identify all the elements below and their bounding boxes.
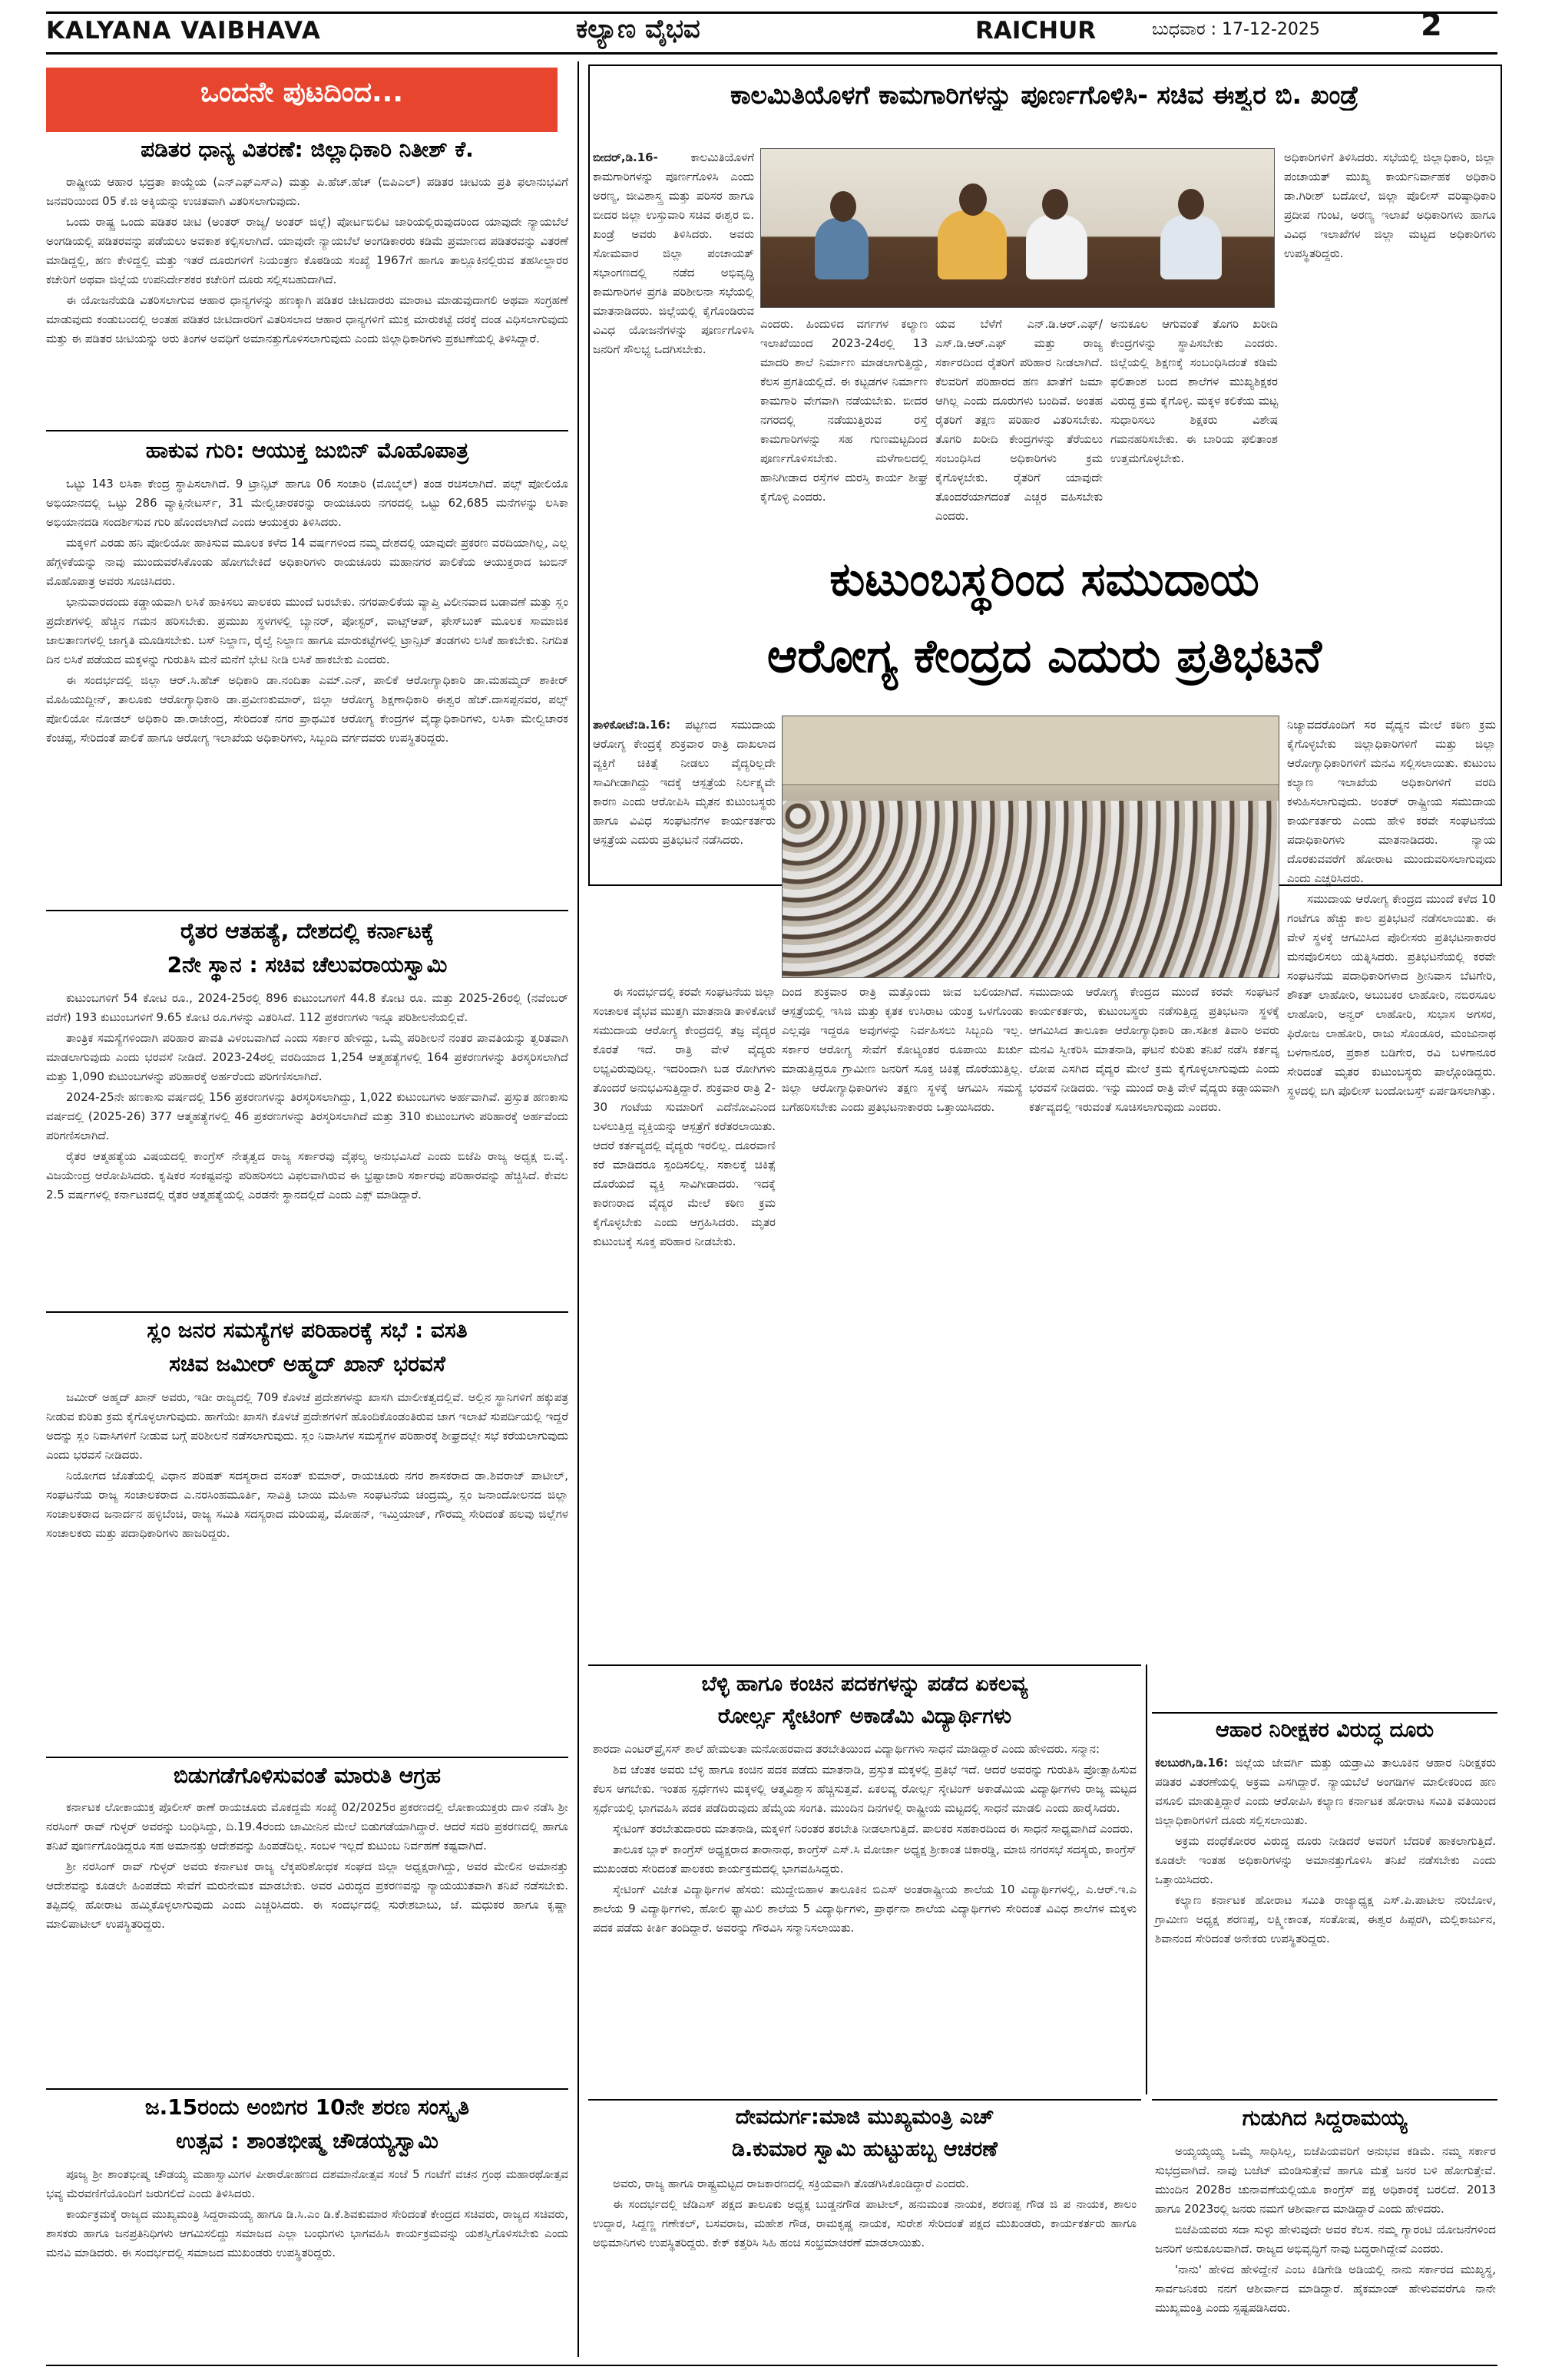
paragraph: ಜಮೀರ್ ಅಹ್ಮದ್ ಖಾನ್ ಅವರು, ಇಡೀ ರಾಜ್ಯದಲ್ಲಿ 709 ಕೊಳಚೆ ಪ್ರದೇಶಗಳನ್ನು ಖಾಸಗಿ ಮಾಲೀಕತ್ವದಲ್ಲಿವೆ. ಅಲ್ಲಿನ ಸ್ಥಾನಿಗಳಿಗೆ ಹಕ್ಕುಪತ್ರ ನೀಡುವ ಕುರಿತು ಕ್ರಮ ಕೈಗೊಳ್ಳಲಾಗುವುದು. ಹಾಗೆಯೇ ಖಾಸಗಿ ಕೊಳಚೆ ಪ್ರದೇಶಗಳಿಗೆ ಹೊಂದಿಕೊಂಡಂತಿರುವ ಜಾಗ ಇಲಾಖೆ ಸುಪರ್ದಿಯಲ್ಲಿ ಇದ್ದರೆ ಅದನ್ನು ಸ್ಲಂ ನಿವಾಸಿಗಳಿಗೆ ನೀಡುವ ಬಗ್ಗೆ ಪರಿಶೀಲನೆ ನಡೆಸಲಾಗುವುದು. ಸ್ಲಂ ನಿವಾಸಿಗಳ ಸಮಸ್ಯೆಗಳ ಪರಿಹಾರಕ್ಕೆ ಶೀಘ್ರದಲ್ಲೇ ಸಭೆ ಕರೆಯಲಾಗುವುದು ಎಂದು ಭರವಸೆ ನೀಡಿದರು. <box>46 1390 568 1462</box>
article-farmer-title-2: 2ನೇ ಸ್ಥಾನ : ಸಚಿವ ಚೆಲುವರಾಯಸ್ವಾಮಿ <box>167 952 448 977</box>
paragraph: ನಿಯೋಗದ ಜೊತೆಯಲ್ಲಿ ವಿಧಾನ ಪರಿಷತ್ ಸದಸ್ಯರಾದ ವಸಂತ್ ಕುಮಾರ್, ರಾಯಚೂರು ನಗರ ಶಾಸಕರಾದ ಡಾ.ಶಿವರಾಜ್ ಪಾಟೀಲ್, ಸಂಘಟನೆಯ ರಾಜ್ಯ ಸಂಚಾಲಕರಾದ ಎ.ನರಸಿಂಹಮೂರ್ತಿ, ಸಾವಿತ್ರಿ ಬಾಯಿ ಮಹಿಳಾ ಸಂಘಟನೆಯ ಚಂದ್ರಮ್ಮ, ಸ್ಲಂ ಜನಾಂದೋಲನದ ಜಿಲ್ಲಾ ಸಂಚಾಲಕರಾದ ಜನಾರ್ದನ ಹಳ್ಳಿಬೆಂಚಿ, ರಾಜ್ಯ ಸಮಿತಿ ಸದಸ್ಯರಾದ ಮರಿಯಪ್ಪ, ಮೋಹನ್, ಇಮ್ತಿಯಾಜ್, ಗೌರಮ್ಮ ಸೇರಿದಂತೆ ಹಲವು ಜಿಲ್ಲೆಗಳ ಸಂಚಾಲಕರು ಮತ್ತು ಪದಾಧಿಕಾರಿಗಳು ಹಾಜರಿದ್ದರು. <box>46 1469 568 1540</box>
paragraph <box>593 148 754 359</box>
paragraph: ಸ್ಕೇಟಿಂಗ್ ವಿಜೇತ ವಿದ್ಯಾರ್ಥಿಗಳ ಹೆಸರು: ಮುದ್ದೇಬಿಹಾಳ ತಾಲೂಕಿನ ಬಿಎಸ್ ಅಂತರಾಷ್ಟ್ರೀಯ ಶಾಲೆಯ 10 ವಿದ್ಯಾರ್ಥಿಗಳಲ್ಲಿ, ಎ.ಆರ್.ಇ.ಎ ಶಾಲೆಯ 9 ವಿದ್ಯಾರ್ಥಿಗಳು, ಹೋಲಿ ಫ್ಯಾಮಿಲಿ ಶಾಲೆಯ 5 ವಿದ್ಯಾರ್ಥಿಗಳು, ಪ್ರಾರ್ಥನಾ ಶಾಲೆಯ ವಿದ್ಯಾರ್ಥಿಗಳು ಸೇರಿದಂತೆ ವಿವಿಧ ಶಾಲೆಗಳ ಮಕ್ಕಳು ಪದಕ ಪಡೆದು ಕೀರ್ತಿ ತಂದಿದ್ದಾರೆ. ಅವರನ್ನು ಗೌರವಿಸಿ ಸನ್ಮಾನಿಸಲಾಯಿತು. <box>593 1883 1137 1935</box>
paragraph: ಅಕ್ರಮ ದಂಧೆಕೋರರ ವಿರುದ್ಧ ದೂರು ನೀಡಿದರೆ ಅವರಿಗೆ ಬೆದರಿಕೆ ಹಾಕಲಾಗುತ್ತಿದೆ. ಕೂಡಲೇ ಇಂತಹ ಅಧಿಕಾರಿಗಳನ್ನು ಅಮಾನತ್ತುಗೊಳಿಸಿ ತನಿಖೆ ನಡೆಸಬೇಕು ಎಂದು ಒತ್ತಾಯಿಸಿದರು. <box>1155 1834 1496 1886</box>
paragraph: ಈ ಸಂದರ್ಭದಲ್ಲಿ ಜೆಡಿಎಸ್ ಪಕ್ಷದ ತಾಲೂಕು ಅಧ್ಯಕ್ಷ ಬುಡ್ಡನಗೌಡ ಪಾಟೀಲ್, ಹನುಮಂತ ನಾಯಕ, ಶರಣಪ್ಪ ಗೌಡ ಜಿ ಪ ನಾಯಕ, ಶಾಲಂ ಉದ್ದಾರ, ಸಿದ್ದಣ್ಣ ಗಣೇಕಲ್, ಬಸವರಾಜ, ಮಹೇಶ ಗೌಡ, ರಾಮಕೃಷ್ಣ ನಾಯಕ, ಸುರೇಶ ಸೇರಿದಂತೆ ಪಕ್ಷದ ಮುಖಂಡರು, ಕಾರ್ಯಕರ್ತರು ಹಾಗೂ ಅಭಿಮಾನಿಗಳು ಉಪಸ್ಥಿತರಿದ್ದರು. ಕೇಕ್ ಕತ್ತರಿಸಿ ಸಿಹಿ ಹಂಚಿ ಸಂಭ್ರಮಾಚರಣೆ ಮಾಡಲಾಯಿತು. <box>593 2197 1137 2249</box>
top-story-col-1 <box>593 148 754 361</box>
divider <box>46 430 568 431</box>
paragraph: ಅಧಿಕಾರಿಗಳಿಗೆ ತಿಳಿಸಿದರು. ಸಭೆಯಲ್ಲಿ ಜಿಲ್ಲಾಧಿಕಾರಿ, ಜಿಲ್ಲಾ ಪಂಚಾಯತ್ ಮುಖ್ಯ ಕಾರ್ಯನಿರ್ವಾಹಕ ಅಧಿಕಾರಿ ಡಾ.ಗಿರೀಶ್ ಬದೋಲೆ, ಜಿಲ್ಲಾ ಪೊಲೀಸ್ ವರಿಷ್ಠಾಧಿಕಾರಿ ಪ್ರದೀಪ ಗುಂಟಿ, ಅರಣ್ಯ ಇಲಾಖೆ ಅಧಿಕಾರಿಗಳು ಹಾಗೂ ವಿವಿಧ ಇಲಾಖೆಗಳ ಜಿಲ್ಲಾ ಮಟ್ಟದ ಅಧಿಕಾರಿಗಳು ಉಪಸ್ಥಿತರಿದ್ದರು. <box>1284 150 1496 260</box>
person-head <box>1178 189 1204 220</box>
person-figure <box>815 218 869 279</box>
paragraph: ಬಿಜೆಪಿಯವರು ಸದಾ ಸುಳ್ಳು ಹೇಳುವುದೇ ಅವರ ಕೆಲಸ. ನಮ್ಮ ಗ್ಯಾರಂಟಿ ಯೋಜನೆಗಳಿಂದ ಜನರಿಗೆ ಅನುಕೂಲವಾಗಿದೆ. ರಾಜ್ಯದ ಅಭಿವೃದ್ಧಿಗೆ ನಾವು ಬದ್ಧರಾಗಿದ್ದೇವೆ ಎಂದರು. <box>1155 2223 1496 2256</box>
paragraph: ಈ ಸಂದರ್ಭದಲ್ಲಿ ಜಿಲ್ಲಾ ಆರ್.ಸಿ.ಹೆಚ್ ಅಧಿಕಾರಿ ಡಾ.ನಂದಿತಾ ಎಮ್.ಎನ್, ಪಾಲಿಕೆ ಆರೋಗ್ಯಾಧಿಕಾರಿ ಡಾ.ಮಹಮ್ಮದ್ ಶಾಕೀರ್ ಮೊಹಿಯುದ್ದೀನ್, ತಾಲೂಕು ಆರೋಗ್ಯಾಧಿಕಾರಿ ಡಾ.ಪ್ರವೀಣಕುಮಾರ್, ಜಿಲ್ಲಾ ಆರೋಗ್ಯ ಶಿಕ್ಷಣಾಧಿಕಾರಿ ಈಶ್ವರ ಹೆಚ್.ದಾಸಪ್ಪನವರ, ಪಲ್ಸ್ ಪೋಲಿಯೋ ನೋಡಲ್ ಅಧಿಕಾರಿ ಡಾ.ರಾಜೇಂದ್ರ, ಸೇರಿದಂತೆ ನಗರ ಪ್ರಾಥಮಿಕ ಆರೋಗ್ಯ ಕೇಂದ್ರಗಳ ವೈದ್ಯಾಧಿಕಾರಿಗಳು, ಲಸಿಕಾ ಮೇಲ್ವಿಚಾರಕ ಕೆಂಚಪ್ಪ, ಸೇರಿದಂತೆ ಪಾಲಿಕೆ ಹಾಗೂ ಆರೋಗ್ಯ ಇಲಾಖೆಯ ಅಧಿಕಾರಿಗಳು, ಸಿಬ್ಬಂದಿ ವರ್ಗದವರು ಉಪಸ್ಥಿತರಿದ್ದರು. <box>46 673 568 745</box>
paragraph: ಭಾನುವಾರದಂದು ಕಡ್ಡಾಯವಾಗಿ ಲಸಿಕೆ ಹಾಕಿಸಲು ಪಾಲಕರು ಮುಂದೆ ಬರಬೇಕು. ನಗರಪಾಲಿಕೆಯ ವ್ಯಾಪ್ತಿ ವಿಲೀನವಾದ ಬಡಾವಣೆ ಮತ್ತು ಸ್ಲಂ ಪ್ರದೇಶಗಳಲ್ಲಿ ಹೆಚ್ಚಿನ ಗಮನ ಹರಿಸಬೇಕು. ಪ್ರಮುಖ ಸ್ಥಳಗಳಲ್ಲಿ ಬ್ಯಾನರ್, ಪೋಸ್ಟರ್, ವಾಟ್ಸ್‌ಆಪ್, ಫೇಸ್‌ಬುಕ್ ಮೂಲಕ ಸಾಮಾಜಿಕ ಜಾಲತಾಣಗಳಲ್ಲಿ ಜಾಗೃತಿ ಮೂಡಿಸಬೇಕು. ಬಸ್ ನಿಲ್ದಾಣ, ರೈಲ್ವೆ ನಿಲ್ದಾಣ ಹಾಗೂ ಮಾರುಕಟ್ಟೆಗಳಲ್ಲಿ ಟ್ರಾನ್ಸಿಟ್ ತಂಡಗಳು ಲಸಿಕೆ ಹಾಕಬೇಕು. ನಿಗದಿತ ದಿನ ಲಸಿಕೆ ಪಡೆಯದ ಮಕ್ಕಳನ್ನು ಗುರುತಿಸಿ ಮನೆ ಮನೆಗೆ ಭೇಟಿ ನೀಡಿ ಲಸಿಕೆ ಹಾಕಬೇಕು ಎಂದರು. <box>46 595 568 666</box>
paragraph: ದಿಂದ ಶುಕ್ರವಾರ ರಾತ್ರಿ ಮತ್ತೊಂದು ಜೀವ ಬಲಿಯಾಗಿದೆ. ಆಸ್ಪತ್ರೆಯಲ್ಲಿ ಇಸಿಜಿ ಮತ್ತು ಕೃತಕ ಉಸಿರಾಟ ಯಂತ್ರ ಒಳಗೊಂಡು ಎಲ್ಲವೂ ಇದ್ದರೂ ಅವುಗಳನ್ನು ನಿರ್ವಹಿಸಲು ಸಿಬ್ಬಂದಿ ಇಲ್ಲ. ಸರ್ಕಾರ ಆರೋಗ್ಯ ಸೇವೆಗೆ ಕೋಟ್ಯಂತರ ರೂಪಾಯಿ ಖರ್ಚು ಮಾಡುತ್ತಿದ್ದರೂ ಗ್ರಾಮೀಣ ಜನರಿಗೆ ಸೂಕ್ತ ಚಿಕಿತ್ಸೆ ದೊರೆಯುತ್ತಿಲ್ಲ. ಜಿಲ್ಲಾ ಆರೋಗ್ಯಾಧಿಕಾರಿಗಳು ತಕ್ಷಣ ಸ್ಥಳಕ್ಕೆ ಆಗಮಿಸಿ ಸಮಸ್ಯೆ ಬಗೆಹರಿಸಬೇಕು ಎಂದು ಪ್ರತಿಭಟನಾಕಾರರು ಒತ್ತಾಯಿಸಿದರು. <box>782 985 1023 1114</box>
article-release-body <box>46 1798 568 1935</box>
divider <box>588 2099 1141 2101</box>
top-story-col-3 <box>935 315 1103 527</box>
food-inspector-headline: ಆಹಾರ ನಿರೀಕ್ಷಕರ ವಿರುದ್ಧ ದೂರು <box>1215 1718 1434 1742</box>
paragraph: ಸಮುದಾಯ ಆರೋಗ್ಯ ಕೇಂದ್ರದ ಮುಂದೆ ಕಳೆದ 10 ಗಂಟೆಗೂ ಹೆಚ್ಚು ಕಾಲ ಪ್ರತಿಭಟನೆ ನಡೆಸಲಾಯಿತು. ಈ ವೇಳೆ ಸ್ಥಳಕ್ಕೆ ಆಗಮಿಸಿದ ಪೊಲೀಸರು ಪ್ರತಿಭಟನಾಕಾರರ ಮನವೊಲಿಸಲು ಯತ್ನಿಸಿದರು. ಪ್ರತಿಭಟನೆಯಲ್ಲಿ ಕರವೇ ಸಂಘಟನೆಯ ಪದಾಧಿಕಾರಿಗಳಾದ ಶ್ರೀನಿವಾಸ ಬೆಟಗೇರಿ, ಶೌಕತ್ ಲಾಹೋರಿ, ಅಬುಬಕರ ಲಾಹೋರಿ, ನಬಿರಸೂಲ ಲಾಹೋರಿ, ಅನ್ವರ್ ಲಾಹೋರಿ, ಸುಭಾಸ ಅಗಸರ, ಫಿರೋಜ ಲಾಹೋರಿ, ರಾಜು ಸೊಂಡೂರ, ಮಂಜುನಾಥ ಬಳಗಾನೂರ, ಪ್ರಕಾಶ ಬಡಿಗೇರ, ರವಿ ಬಳಗಾನೂರ ಸೇರಿದಂತೆ ಮೃತರ ಕುಟುಂಬಸ್ಥರು ಪಾಲ್ಗೊಂಡಿದ್ದರು. ಸ್ಥಳದಲ್ಲಿ ಬಿಗಿ ಪೊಲೀಸ್ ಬಂದೋಬಸ್ತ್ ಏರ್ಪಡಿಸಲಾಗಿತ್ತು. <box>1287 892 1496 1098</box>
page-number: 2 <box>1421 8 1442 43</box>
top-story-col-2 <box>760 315 928 508</box>
siddaramaiah-body <box>1155 2142 1496 2319</box>
masthead-city: RAICHUR <box>975 17 1097 45</box>
article-farmer-body <box>46 989 568 1206</box>
article-ambiga-title-2: ಉತ್ಸವ : ಶಾಂತಭೀಷ್ಮ ಚೌಡಯ್ಯಸ್ವಾಮಿ <box>176 2128 438 2154</box>
paragraph: ಸ್ಕೇಟಿಂಗ್ ತರಬೇತುದಾರರು ಮಾತನಾಡಿ, ಮಕ್ಕಳಿಗೆ ನಿರಂತರ ತರಬೇತಿ ನೀಡಲಾಗುತ್ತಿದೆ. ಪಾಲಕರ ಸಹಕಾರದಿಂದ ಈ ಸಾಧನೆ ಸಾಧ್ಯವಾಗಿದೆ ಎಂದರು. <box>613 1822 1133 1836</box>
protest-col-3 <box>1287 716 1496 1102</box>
paragraph: ಸಮುದಾಯ ಆರೋಗ್ಯ ಕೇಂದ್ರದ ಮುಂದೆ ಕರವೇ ಸಂಘಟನೆ ಕಾರ್ಯಕರ್ತರು, ಕುಟುಂಬಸ್ಥರು ನಡೆಸುತ್ತಿದ್ದ ಪ್ರತಿಭಟನಾ ಸ್ಥಳಕ್ಕೆ ಆಗಮಿಸಿದ ತಾಲೂಕಾ ಆರೋಗ್ಯಾಧಿಕಾರಿ ಡಾ.ಸತೀಶ ತಿವಾರಿ ಅವರು ಮನವಿ ಸ್ವೀಕರಿಸಿ ಮಾತನಾಡಿ, ಘಟನೆ ಕುರಿತು ತನಿಖೆ ನಡೆಸಿ ಕರ್ತವ್ಯ ಲೋಪ ಎಸಗಿದ ವೈದ್ಯರ ಮೇಲೆ ಕ್ರಮ ಕೈಗೊಳ್ಳಲಾಗುವುದು ಎಂದು ಭರವಸೆ ನೀಡಿದರು. ಇನ್ನು ಮುಂದೆ ರಾತ್ರಿ ವೇಳೆ ವೈದ್ಯರು ಕಡ್ಡಾಯವಾಗಿ ಕರ್ತವ್ಯದಲ್ಲಿ ಇರುವಂತೆ ಸೂಚಿಸಲಾಗುವುದು ಎಂದರು. <box>1029 985 1279 1114</box>
article-release-title: ಬಿಡುಗಡೆಗೊಳಿಸುವಂತೆ ಮಾರುತಿ ಆಗ್ರಹ <box>174 1763 441 1788</box>
skating-headline-2: ರೋರ್ಲ್ಸ ಸ್ಕೇಟಿಂಗ್ ಅಕಾಡೆಮಿ ವಿದ್ಯಾರ್ಥಿಗಳು <box>717 1704 1012 1728</box>
paragraph: ತಾಂತ್ರಿಕ ಸಮಸ್ಯೆಗಳಿಂದಾಗಿ ಪರಿಹಾರ ಪಾವತಿ ವಿಳಂಬವಾಗಿದೆ ಎಂದು ಸರ್ಕಾರ ಹೇಳಿದ್ದು, ಒಮ್ಮೆ ಪರಿಶೀಲನೆ ನಂತರ ಪಾವತಿಯನ್ನು ತ್ವರಿತವಾಗಿ ಮಾಡಲಾಗುವುದು ಎಂದು ಭರವಸೆ ನೀಡಿದೆ. 2023-24ರಲ್ಲಿ ವರದಿಯಾದ 1,254 ಆತ್ಮಹತ್ಯೆಗಳಲ್ಲಿ 164 ಪ್ರಕರಣಗಳನ್ನು ತಿರಸ್ಕರಿಸಲಾಗಿದೆ ಮತ್ತು 1,090 ಕುಟುಂಬಗಳನ್ನು ಪರಿಹಾರಕ್ಕೆ ಅರ್ಹರೆಂದು ಪರಿಗಣಿಸಲಾಗಿದೆ. <box>46 1031 568 1083</box>
paragraph: ಯವ ಬೆಳೆಗೆ ಎನ್.ಡಿ.ಆರ್.ಎಫ್/ಎಸ್.ಡಿ.ಆರ್.ಎಫ್ ಮತ್ತು ರಾಜ್ಯ ಸರ್ಕಾರದಿಂದ ರೈತರಿಗೆ ಪರಿಹಾರ ನೀಡಲಾಗಿದೆ. ಕೆಲವರಿಗೆ ಪರಿಹಾರದ ಹಣ ಖಾತೆಗೆ ಜಮಾ ಆಗಿಲ್ಲ ಎಂದು ದೂರುಗಳು ಬಂದಿವೆ. ಅಂತಹ ರೈತರಿಗೆ ತಕ್ಷಣ ಪರಿಹಾರ ವಿತರಿಸಬೇಕು. ತೊಗರಿ ಖರೀದಿ ಕೇಂದ್ರಗಳನ್ನು ತೆರೆಯಲು ಸಂಬಂಧಿಸಿದ ಅಧಿಕಾರಿಗಳು ಕ್ರಮ ಕೈಗೊಳ್ಳಬೇಕು. ರೈತರಿಗೆ ಯಾವುದೇ ತೊಂದರೆಯಾಗದಂತೆ ಎಚ್ಚರ ವಹಿಸಬೇಕು ಎಂದರು. <box>935 317 1103 523</box>
protest-col-1b <box>593 983 776 1253</box>
paragraph <box>1155 1754 1496 1830</box>
hdk-headline-1: ದೇವದುರ್ಗ:ಮಾಜಿ ಮುಖ್ಯಮಂತ್ರಿ ಎಚ್ <box>735 2105 994 2129</box>
paragraph: ಅನುಕೂಲ ಆಗುವಂತೆ ತೊಗರಿ ಖರೀದಿ ಕೇಂದ್ರಗಳನ್ನು ಸ್ಥಾಪಿಸಬೇಕು ಎಂದರು. ಜಿಲ್ಲೆಯಲ್ಲಿ ಶಿಕ್ಷಣಕ್ಕೆ ಸಂಬಂಧಿಸಿದಂತೆ ಕಡಿಮೆ ಫಲಿತಾಂಶ ಬಂದ ಶಾಲೆಗಳ ಮುಖ್ಯಶಿಕ್ಷಕರ ವಿರುದ್ಧ ಕ್ರಮ ಕೈಗೊಳ್ಳಿ. ಮಕ್ಕಳ ಕಲಿಕೆಯ ಮಟ್ಟ ಸುಧಾರಿಸಲು ಶಿಕ್ಷಕರು ವಿಶೇಷ ಗಮನಹರಿಸಬೇಕು. ಈ ಬಾರಿಯ ಫಲಿತಾಂಶ ಉತ್ತಮಗೊಳ್ಳಬೇಕು. <box>1110 317 1278 465</box>
paragraph <box>593 716 776 850</box>
paragraph-text: ಕಾಲಮಿತಿಯೊಳಗೆ ಕಾಮಗಾರಿಗಳನ್ನು ಪೂರ್ಣಗೊಳಿಸಿ ಎಂದು ಅರಣ್ಯ, ಜೀವಿಶಾಸ್ತ್ರ ಮತ್ತು ಪರಿಸರ ಹಾಗೂ ಬೀದರ ಜಿಲ್ಲಾ ಉಸ್ತುವಾರಿ ಸಚಿವ ಈಶ್ವರ ಬಿ. ಖಂಡ್ರೆ ಅವರು ತಿಳಿಸಿದರು. ಅವರು ಸೋಮವಾರ ಜಿಲ್ಲಾ ಪಂಚಾಯತ್ ಸಭಾಂಗಣದಲ್ಲಿ ನಡೆದ ಅಭಿವೃದ್ಧಿ ಕಾಮಗಾರಿಗಳ ಪ್ರಗತಿ ಪರಿಶೀಲನಾ ಸಭೆಯಲ್ಲಿ ಮಾತನಾಡಿದರು. ಜಿಲ್ಲೆಯಲ್ಲಿ ಕೈಗೊಂಡಿರುವ ವಿವಿಧ ಯೋಜನೆಗಳನ್ನು ಪೂರ್ಣಗೊಳಿಸಿ ಜನರಿಗೆ ಸೌಲಭ್ಯ ಒದಗಿಸಬೇಕು. <box>593 150 754 356</box>
person-figure <box>938 210 1007 279</box>
divider <box>1152 1712 1497 1714</box>
paragraph: ಈ ಯೋಜನೆಯಡಿ ವಿತರಿಸಲಾಗುವ ಆಹಾರ ಧಾನ್ಯಗಳನ್ನು ಹಣಕ್ಕಾಗಿ ಪಡಿತರ ಚೀಟಿದಾರರು ಮಾರಾಟ ಮಾಡುವುದಾಗಲಿ ಅಥವಾ ಸಂಗ್ರಹಣೆ ಮಾಡುವುದು ಕಂಡುಬಂದಲ್ಲಿ ಅಂತಹ ಪಡಿತರ ಚೀಟಿದಾರರಿಗೆ ವಿತರಿಸಲಾದ ಆಹಾರ ಧಾನ್ಯಗಳಿಗೆ ಮುಕ್ತ ಮಾರುಕಟ್ಟೆ ದರಕ್ಕೆ ದಂಡ ವಿಧಿಸಲಾಗುವುದು ಮತ್ತು ಈ ಪಡಿತರ ಚೀಟಿಯನ್ನು ಅರು ತಿಂಗಳ ಅವಧಿಗೆ ಅಮಾನತ್ತುಗೊಳಿಸಲಾಗುವುದು ಎಂದು ಜಿಲ್ಲಾಧಿಕಾರಿಗಳು ಪ್ರಕಟಣೆಯಲ್ಲಿ ತಿಳಿಸಿದ್ದಾರೆ. <box>46 293 568 345</box>
page-bottom-rule <box>46 2365 1497 2366</box>
masthead-name-kn: ಕಲ್ಯಾಣ ವೈಭವ <box>576 14 700 45</box>
paragraph: ಕಾರ್ಯಕ್ರಮಕ್ಕೆ ರಾಜ್ಯದ ಮುಖ್ಯಮಂತ್ರಿ ಸಿದ್ದರಾಮಯ್ಯ ಹಾಗೂ ಡಿ.ಸಿ.ಎಂ ಡಿ.ಕೆ.ಶಿವಕುಮಾರ ಸೇರಿದಂತೆ ಕೇಂದ್ರದ ಸಚಿವರು, ರಾಜ್ಯದ ಸಚಿವರು, ಶಾಸಕರು ಹಾಗೂ ಜನಪ್ರತಿನಿಧಿಗಳು ಆಗಮಿಸಲಿದ್ದು ಸಮಾಜದ ಎಲ್ಲಾ ಬಂಧುಗಳು ಭಾಗವಹಿಸಿ ಕಾರ್ಯಕ್ರಮವನ್ನು ಯಶಸ್ವಿಗೊಳಿಸಬೇಕು ಎಂದು ಮನವಿ ಮಾಡಿದರು. ಈ ಸಂದರ್ಭದಲ್ಲಿ ಸಮಾಜದ ಮುಖಂಡರು ಉಪಸ್ಥಿತರಿದ್ದರು. <box>46 2207 568 2259</box>
top-story-photo <box>760 148 1275 308</box>
paragraph: ಪೂಜ್ಯ ಶ್ರೀ ಶಾಂತಭೀಷ್ಮ ಚೌಡಯ್ಯ ಮಹಾಸ್ವಾಮಿಗಳ ಪೀಠಾರೋಹಣದ ದಶಮಾನೋತ್ಸವ ಸಂಜೆ 5 ಗಂಟೆಗೆ ವಚನ ಗ್ರಂಥ ಮಹಾರಥೋತ್ಸವ ಭವ್ಯ ಮೆರವಣಿಗೆಯೊಂದಿಗೆ ಜರುಗಲಿದೆ ಎಂದು ತಿಳಿಸಿದರು. <box>46 2167 568 2200</box>
paragraph-text: ಜಿಲ್ಲೆಯ ಜೇವರ್ಗಿ ಮತ್ತು ಯಡ್ರಾಮಿ ತಾಲೂಕಿನ ಆಹಾರ ನಿರೀಕ್ಷಕರು ಪಡಿತರ ವಿತರಣೆಯಲ್ಲಿ ಅಕ್ರಮ ಎಸಗಿದ್ದಾರೆ. ನ್ಯಾಯಬೆಲೆ ಅಂಗಡಿಗಳ ಮಾಲೀಕರಿಂದ ಹಣ ವಸೂಲಿ ಮಾಡುತ್ತಿದ್ದಾರೆ ಎಂದು ಆರೋಪಿಸಿ ಕಲ್ಯಾಣ ಕರ್ನಾಟಕ ಹೋರಾಟ ಸಮಿತಿ ವತಿಯಿಂದ ಜಿಲ್ಲಾಧಿಕಾರಿಗಳಿಗೆ ದೂರು ಸಲ್ಲಿಸಲಾಯಿತು. <box>1155 1756 1496 1827</box>
masthead-name-en: KALYANA VAIBHAVA <box>46 17 321 45</box>
skating-headline-1: ಬೆಳ್ಳಿ ಹಾಗೂ ಕಂಚಿನ ಪದಕಗಳನ್ನು ಪಡೆದ ಏಕಲವ್ಯ <box>701 1672 1028 1696</box>
person-head <box>959 183 987 216</box>
siddaramaiah-headline: ಗುಡುಗಿದ ಸಿದ್ದರಾಮಯ್ಯ <box>1242 2105 1408 2130</box>
dateline: ತಾಳಿಕೋಟೆ:ಡಿ.16: <box>593 718 671 732</box>
person-figure <box>1026 215 1087 279</box>
article-ration-body <box>46 173 568 350</box>
paragraph: ಮಕ್ಕಳಿಗೆ ಎರಡು ಹನಿ ಪೋಲಿಯೋ ಹಾಕಿಸುವ ಮೂಲಕ ಕಳೆದ 14 ವರ್ಷಗಳಿಂದ ನಮ್ಮ ದೇಶದಲ್ಲಿ ಯಾವುದೇ ಪ್ರಕರಣ ವರದಿಯಾಗಿಲ್ಲ, ಎಲ್ಲ ಹೆಗ್ಗಳಿಕೆಯನ್ನು ನಾವು ಮುಂದುವರೆಸಿಕೊಂಡು ಹೋಗಬೇಕಿದೆ ಅಧಿಕಾರಿಗಳು ರಾಯಚೂರು ಮಹಾನಗರ ಪಾಲಿಕೆಯ ಆಯುಕ್ತರಾದ ಜುಬಿನ್ ಮೊಹೊಪಾತ್ರ ಅವರು ಸೂಚಿಸಿದರು. <box>46 536 568 588</box>
protest-headline-1: ಕುಟುಂಬಸ್ಥರಿಂದ ಸಮುದಾಯ <box>829 553 1259 607</box>
article-polio-title: ಹಾಕುವ ಗುರಿ: ಆಯುಕ್ತ ಜುಬಿನ್ ಮೊಹೊಪಾತ್ರ <box>145 438 469 463</box>
article-polio-body <box>46 474 568 749</box>
food-inspector-body <box>1155 1754 1496 1950</box>
divider <box>46 1757 568 1758</box>
paragraph: ತಾಲೂಕ ಬ್ಲಾಕ್ ಕಾಂಗ್ರೆಸ್ ಅಧ್ಯಕ್ಷರಾದ ತಾರಾನಾಥ, ಕಾಂಗ್ರೆಸ್ ಎಸ್.ಸಿ ಮೋರ್ಚಾ ಅಧ್ಯಕ್ಷ ಶ್ರೀಕಾಂತ ಚಿಕಾರಡ್ಡಿ, ಮಾಜಿ ನಗರಸಭೆ ಸದಸ್ಯರು, ಕಾಂಗ್ರೆಸ್ ಮುಖಂಡರು ಸೇರಿದಂತೆ ಪಾಲಕರು ಕಾರ್ಯಕ್ರಮದಲ್ಲಿ ಭಾಗವಹಿಸಿದ್ದರು. <box>593 1843 1137 1876</box>
dateline: ಕಲಬುರಗಿ,ಡಿ.16: <box>1155 1756 1229 1770</box>
divider <box>46 2088 568 2090</box>
column-separator <box>577 61 579 2357</box>
masthead-top-rule <box>46 12 1497 14</box>
divider <box>46 1311 568 1313</box>
paragraph: ಕರ್ನಾಟಕ ಲೋಕಾಯುಕ್ತ ಪೊಲೀಸ್ ಠಾಣೆ ರಾಯಚೂರು ಮೊಕದ್ದಮೆ ಸಂಖ್ಯೆ 02/2025ರ ಪ್ರಕರಣದಲ್ಲಿ ಲೋಕಾಯುಕ್ತರು ದಾಳಿ ನಡೆಸಿ ಶ್ರೀ ನರಸಿಂಗ್ ರಾವ್ ಗುಳ್ಳರ್ ಅವರನ್ನು ಬಂಧಿಸಿದ್ದು, ದಿ.19.4ರಂದು ಜಾಮೀನಿನ ಮೇಲೆ ಬಿಡುಗಡೆಯಾಗಿದ್ದಾರೆ. ಆದರೆ ಸದರಿ ಪ್ರಕರಣದಲ್ಲಿ ಹಾಗೂ ತನಿಖೆ ಪೂರ್ಣಗೊಂಡಿದ್ದರೂ ಸಹ ಅಮಾನತ್ತು ಆದೇಶವನ್ನು ಹಿಂಪಡೆದಿಲ್ಲ. ಸಂಬಳ ಇಲ್ಲದೆ ಕುಟುಂಬ ನಿರ್ವಹಣೆ ಕಷ್ಟವಾಗಿದೆ. <box>46 1800 568 1853</box>
article-ambiga-title-1: ಜ.15ರಂದು ಅಂಬಿಗರ 10ನೇ ಶರಣ ಸಂಸ್ಕೃತಿ <box>144 2094 470 2120</box>
paragraph: ಶಾರದಾ ಎಂಟರ್‌ಪ್ರೈಸಸ್ ಶಾಲೆ ಹೇಮಲತಾ ಮನೋಹರವಾದ ತರಬೇತಿಯಿಂದ ವಿದ್ಯಾರ್ಥಿಗಳು ಸಾಧನೆ ಮಾಡಿದ್ದಾರೆ ಎಂದು ಹೇಳಿದರು. ಸನ್ಮಾನ: <box>593 1742 1100 1756</box>
crowd <box>783 801 1279 978</box>
hdk-body <box>593 2174 1137 2254</box>
paragraph: 'ನಾನು' ಹೇಳಿದ ಹೇಳಿದ್ದೇನೆ ಎಂಬ ಕಿಡಿಗೇಡಿ ಅಡಿಯಲ್ಲಿ ನಾನು ಸರ್ಕಾರದ ಮುಖ್ಯಸ್ಥ, ಸಾರ್ವಜನಿಕರು ನನಗೆ ಆಶೀರ್ವಾದ ಮಾಡಿದ್ದಾರೆ. ಹೈಕಮಾಂಡ್ ಹೇಳುವವರೆಗೂ ನಾನೇ ಮುಖ್ಯಮಂತ್ರಿ ಎಂದು ಸ್ಪಷ್ಟಪಡಿಸಿದರು. <box>1155 2263 1496 2315</box>
protest-photo <box>782 716 1279 978</box>
article-slum-title-2: ಸಚಿವ ಜಮೀರ್ ಅಹ್ಮದ್ ಖಾನ್ ಭರವಸೆ <box>169 1351 445 1377</box>
dateline: ಬೀದರ್,ಡಿ.16- <box>593 150 658 164</box>
person-head <box>1042 189 1068 220</box>
top-story-col-5 <box>1284 148 1496 265</box>
article-slum-title-1: ಸ್ಲಂ ಜನರ ಸಮಸ್ಯೆಗಳ ಪರಿಹಾರಕ್ಕೆ ಸಭೆ : ವಸತಿ <box>147 1317 468 1343</box>
hdk-headline-2: ಡಿ.ಕುಮಾರ ಸ್ವಾಮಿ ಹುಟ್ಟುಹಬ್ಬ ಆಚರಣೆ <box>732 2137 998 2161</box>
article-ambiga-body <box>46 2165 568 2264</box>
protest-headline-2: ಆರೋಗ್ಯ ಕೇಂದ್ರದ ಎದುರು ಪ್ರತಿಭಟನೆ <box>766 630 1322 683</box>
paragraph: ಒಟ್ಟು 143 ಲಸಿಕಾ ಕೇಂದ್ರ ಸ್ಥಾಪಿಸಲಾಗಿದೆ. 9 ಟ್ರಾನ್ಸಿಟ್ ಹಾಗೂ 06 ಸಂಚಾರಿ (ಮೊಬೈಲ್) ತಂಡ ರಚಿಸಲಾಗಿದೆ. ಪಲ್ಸ್ ಪೋಲಿಯೊ ಅಭಿಯಾನದಲ್ಲಿ ಒಟ್ಟು 286 ವ್ಯಾಕ್ಸಿನೇಟರ್ಸ್, 31 ಮೇಲ್ವಿಚಾರಕರನ್ನು ರಾಯಚೂರು ನಗರದಲ್ಲಿ ಒಟ್ಟು 62,685 ಮನೆಗಳನ್ನು ಲಸಿಕಾ ಅಭಿಯಾನದಡಿ ಸಂದರ್ಶಿಸುವ ಗುರಿ ಹೊಂದಲಾಗಿದೆ ಎಂದು ಆಯುಕ್ತರು ತಿಳಿಸಿದರು. <box>46 477 568 529</box>
paragraph: ಎಂದರು. ಹಿಂದುಳಿದ ವರ್ಗಗಳ ಕಲ್ಯಾಣ ಇಲಾಖೆಯಿಂದ 2023-24ರಲ್ಲಿ 13 ಮಾದರಿ ಶಾಲೆ ನಿರ್ಮಾಣ ಮಾಡಲಾಗುತ್ತಿದ್ದು, ಕೆಲಸ ಪ್ರಗತಿಯಲ್ಲಿದೆ. ಈ ಕಟ್ಟಡಗಳ ನಿರ್ಮಾಣ ಕಾಮಗಾರಿ ವೇಗವಾಗಿ ನಡೆಯಬೇಕು. ಬೀದರ ನಗರದಲ್ಲಿ ನಡೆಯುತ್ತಿರುವ ರಸ್ತೆ ಕಾಮಗಾರಿಗಳನ್ನು ಸಹ ಗುಣಮಟ್ಟದಿಂದ ಪೂರ್ಣಗೊಳಿಸಬೇಕು. ಮಳೆಗಾಲದಲ್ಲಿ ಹಾನಿಗೀಡಾದ ರಸ್ತೆಗಳ ದುರಸ್ತಿ ಕಾರ್ಯ ಶೀಘ್ರ ಕೈಗೊಳ್ಳಿ ಎಂದರು. <box>760 317 928 504</box>
person-figure <box>1160 215 1222 279</box>
paragraph: ಶಿವ ಚೆಂತಕ ಅವರು ಬೆಳ್ಳಿ ಹಾಗೂ ಕಂಚಿನ ಪದಕ ಪಡೆದು ಮಾತನಾಡಿ, ಪ್ರಸ್ತುತ ಮಕ್ಕಳಲ್ಲಿ ಪ್ರತಿಭೆ ಇದೆ. ಆದರೆ ಅವರನ್ನು ಗುರುತಿಸಿ ಪ್ರೋತ್ಸಾಹಿಸುವ ಕೆಲಸ ಆಗಬೇಕು. ಇಂತಹ ಸ್ಪರ್ಧೆಗಳು ಮಕ್ಕಳಲ್ಲಿ ಆತ್ಮವಿಶ್ವಾಸ ಹೆಚ್ಚಿಸುತ್ತವೆ. ಏಕಲವ್ಯ ರೋರ್ಲ್ಸ ಸ್ಕೇಟಿಂಗ್ ಅಕಾಡೆಮಿಯ ವಿದ್ಯಾರ್ಥಿಗಳು ರಾಜ್ಯ ಮಟ್ಟದ ಸ್ಪರ್ಧೆಯಲ್ಲಿ ಭಾಗವಹಿಸಿ ಪದಕ ಪಡೆದಿರುವುದು ಹೆಮ್ಮೆಯ ಸಂಗತಿ. ಮುಂದಿನ ದಿನಗಳಲ್ಲಿ ರಾಷ್ಟ್ರೀಯ ಮಟ್ಟದಲ್ಲಿ ಸಾಧನೆ ಮಾಡಲಿ ಎಂದು ಹಾರೈಸಿದರು. <box>593 1763 1137 1815</box>
protest-col-2 <box>782 983 1023 1119</box>
article-ration-title: ಪಡಿತರ ಧಾನ್ಯ ವಿತರಣೆ: ಜಿಲ್ಲಾಧಿಕಾರಿ ನಿತೀಶ್ ಕೆ. <box>141 137 474 162</box>
paragraph: ಅಯ್ಯಯ್ಯಯ್ಯ ಒಮ್ಮೆ ಸಾಧಿಸಿಲ್ಲ, ಬಿಜೆಪಿಯವರಿಗೆ ಅನುಭವ ಕಡಿಮೆ. ನಮ್ಮ ಸರ್ಕಾರ ಸುಭದ್ರವಾಗಿದೆ. ನಾವು ಬಜೆಟ್ ಮಂಡಿಸುತ್ತೇವೆ ಹಾಗೂ ಮತ್ತೆ ಜನರ ಬಳಿ ಹೋಗುತ್ತೇವೆ. ಮುಂದಿನ 2028ರ ಚುನಾವಣೆಯಲ್ಲಿಯೂ ಕಾಂಗ್ರೆಸ್ ಪಕ್ಷ ಅಧಿಕಾರಕ್ಕೆ ಬರಲಿದೆ. 2013 ಹಾಗೂ 2023ರಲ್ಲಿ ಜನರು ನಮಗೆ ಆಶೀರ್ವಾದ ಮಾಡಿದ್ದಾರೆ ಎಂದು ಹೇಳಿದರು. <box>1155 2144 1496 2216</box>
masthead-date: ಬುಧವಾರ : 17-12-2025 <box>1152 20 1320 39</box>
paragraph: ನಿಜ್ಯಾವದರೊಂದಿಗೆ ಸರ ವೈದ್ಯನ ಮೇಲೆ ಕಠಿಣ ಕ್ರಮ ಕೈಗೊಳ್ಳಬೇಕು ಜಿಲ್ಲಾಧಿಕಾರಿಗಳಿಗೆ ಮತ್ತು ಜಿಲ್ಲಾ ಆರೋಗ್ಯಾಧಿಕಾರಿಗಳಿಗೆ ಮನವಿ ಸಲ್ಲಿಸಲಾಯಿತು. ಕುಟುಂಬ ಕಲ್ಯಾಣ ಇಲಾಖೆಯ ಅಧಿಕಾರಿಗಳಿಗೆ ವರದಿ ಕಳುಹಿಸಲಾಗುವುದು. ಅಂತರ್ ರಾಷ್ಟ್ರೀಯ ಸಮುದಾಯ ಕಾರ್ಯಕರ್ತರು ಎಂದು ಹೇಳಿ ಕರವೇ ಸಂಘಟನೆಯ ಪದಾಧಿಕಾರಿಗಳು ಮಾತನಾಡಿದರು. ನ್ಯಾಯ ದೊರಕುವವರೆಗೆ ಹೋರಾಟ ಮುಂದುವರಿಸಲಾಗುವುದು ಎಂದು ಎಚ್ಚರಿಸಿದರು. <box>1287 718 1496 885</box>
top-story-headline: ಕಾಲಮಿತಿಯೊಳಗೆ ಕಾಮಗಾರಿಗಳನ್ನು ಪೂರ್ಣಗೊಳಿಸಿ- ಸಚಿವ ಈಶ್ವರ ಬಿ. ಖಂಡ್ರೆ <box>730 80 1358 110</box>
person-head <box>830 191 856 222</box>
paragraph: ಒಂದು ರಾಷ್ಟ್ರ ಒಂದು ಪಡಿತರ ಚೀಟಿ (ಅಂತರ್ ರಾಜ್ಯ/ ಅಂತರ್ ಜಿಲ್ಲೆ) ಪೋರ್ಟಬಿಲಿಟಿ ಜಾರಿಯಲ್ಲಿರುವುದರಿಂದ ಯಾವುದೇ ನ್ಯಾಯಬೆಲೆ ಅಂಗಡಿಯಲ್ಲಿ ಪಡಿತರವನ್ನು ಪಡೆಯಲು ಅವಕಾಶ ಕಲ್ಪಿಸಲಾಗಿದೆ. ಯಾವುದೇ ನ್ಯಾಯಬೆಲೆ ಅಂಗಡಿಕಾರರು ಕಡಿಮೆ ಪ್ರಮಾಣದ ಪಡಿತರವನ್ನು ವಿತರಣೆ ಮಾಡಿದ್ದಲ್ಲಿ, ಹಣ ಕೇಳಿದ್ದಲ್ಲಿ ಮತ್ತು ಇತರೆ ದೂರುಗಳಿಗೆ ನಿಯಂತ್ರಣ ಕೊಠಡಿಯ ಸಂಖ್ಯೆ 1967ಗೆ ಹಾಗೂ ತಾಲ್ಲೂಕಿನಲ್ಲಿರುವ ತಹಸೀಲ್ದಾರರ ಕಚೇರಿಗೆ ಅಥವಾ ಜಿಲ್ಲೆಯ ಉಪನಿರ್ದೇಶಕರ ಕಚೇರಿಗೆ ದೂರು ಸಲ್ಲಿಸಬಹುದಾಗಿದೆ. <box>46 215 568 286</box>
paragraph-text: ಪಟ್ಟಣದ ಸಮುದಾಯ ಆರೋಗ್ಯ ಕೇಂದ್ರಕ್ಕೆ ಶುಕ್ರವಾರ ರಾತ್ರಿ ದಾಖಲಾದ ವ್ಯಕ್ತಿಗೆ ಚಿಕಿತ್ಸೆ ನೀಡಲು ವೈದ್ಯರಿಲ್ಲದೇ ಸಾವಿಗೀಡಾಗಿದ್ದು ಇದಕ್ಕೆ ಆಸ್ಪತ್ರೆಯ ನಿರ್ಲಕ್ಷ್ಯವೇ ಕಾರಣ ಎಂದು ಆರೋಪಿಸಿ ಮೃತನ ಕುಟುಂಬಸ್ಥರು ಹಾಗೂ ವಿವಿಧ ಸಂಘಟನೆಗಳ ಕಾರ್ಯಕರ್ತರು ಆಸ್ಪತ್ರೆಯ ಎದುರು ಪ್ರತಿಭಟನೆ ನಡೆಸಿದರು. <box>593 718 776 847</box>
article-slum-body <box>46 1388 568 1545</box>
paragraph: ರೈತರ ಆತ್ಮಹತ್ಯೆಯ ವಿಷಯದಲ್ಲಿ ಕಾಂಗ್ರೆಸ್ ನೇತೃತ್ವದ ರಾಜ್ಯ ಸರ್ಕಾರವು ವೈಫಲ್ಯ ಅನುಭವಿಸಿದೆ ಎಂದು ಬಿಜೆಪಿ ರಾಜ್ಯ ಅಧ್ಯಕ್ಷ ಬಿ.ವೈ. ವಿಜಯೇಂದ್ರ ಆರೋಪಿಸಿದರು. ಕೃಷಿಕರ ಸಂಕಷ್ಟವನ್ನು ಪರಿಹರಿಸಲು ವಿಫಲವಾಗಿರುವ ಈ ಭ್ರಷ್ಟಾಚಾರಿ ಸರ್ಕಾರವು ಪರಿಹಾರವನ್ನು ಹೆಚ್ಚಿಸಿದೆ. ಕೇವಲ 2.5 ವರ್ಷಗಳಲ್ಲಿ ಕರ್ನಾಟಕದಲ್ಲಿ ರೈತರ ಆತ್ಮಹತ್ಯೆಯಲ್ಲಿ ಎರಡನೇ ಸ್ಥಾನದಲ್ಲಿದೆ ಎಂದು ಎಕ್ಸ್ ಮಾಡಿದ್ದಾರೆ. <box>46 1149 568 1202</box>
paragraph: 2024-25ನೇ ಹಣಕಾಸು ವರ್ಷದಲ್ಲಿ 156 ಪ್ರಕರಣಗಳನ್ನು ತಿರಸ್ಕರಿಸಲಾಗಿದ್ದು, 1,022 ಕುಟುಂಬಗಳು ಅರ್ಹವಾಗಿವೆ. ಪ್ರಸ್ತುತ ಹಣಕಾಸು ವರ್ಷದಲ್ಲಿ (2025-26) 377 ಆತ್ಮಹತ್ಯೆಗಳಲ್ಲಿ 46 ಪ್ರಕರಣಗಳನ್ನು ತಿರಸ್ಕರಿಸಲಾಗಿದೆ ಮತ್ತು 310 ಕುಟುಂಬಗಳು ಪರಿಹಾರಕ್ಕೆ ಅರ್ಹವೆಂದು ಪರಿಗಣಿಸಲಾಗಿದೆ. <box>46 1090 568 1142</box>
paragraph: ಕಲ್ಯಾಣ ಕರ್ನಾಟಕ ಹೋರಾಟ ಸಮಿತಿ ರಾಜ್ಯಾಧ್ಯಕ್ಷ ಎಸ್.ಪಿ.ಪಾಟೀಲ ನರಿಬೋಳ, ಗ್ರಾಮೀಣ ಅಧ್ಯಕ್ಷ ಶರಣಪ್ಪ, ಲಕ್ಷ್ಮೀಕಾಂತ, ಸಂತೋಷ, ಈಶ್ವರ ಹಿಪ್ಪರಗಿ, ಮಲ್ಲಿಕಾರ್ಜುನ, ಶಿವಾನಂದ ಸೇರಿದಂತೆ ಅನೇಕರು ಉಪಸ್ಥಿತರಿದ್ದರು. <box>1155 1893 1496 1945</box>
masthead-bottom-rule <box>46 52 1497 55</box>
article-farmer-title-1: ರೈತರ ಆತಹತ್ಯೆ, ದೇಶದಲ್ಲಿ ಕರ್ನಾಟಕ್ಕೆ <box>180 918 435 944</box>
divider <box>588 1664 1141 1666</box>
top-story-col-4 <box>1110 315 1278 470</box>
protest-col-1 <box>593 716 776 851</box>
paragraph: ಅವರು, ರಾಜ್ಯ ಹಾಗೂ ರಾಷ್ಟ್ರಮಟ್ಟದ ರಾಜಕಾರಣದಲ್ಲಿ ಸಕ್ರಿಯವಾಗಿ ತೊಡಗಿಸಿಕೊಂಡಿದ್ದಾರೆ ಎಂದರು. <box>613 2177 969 2190</box>
skating-body <box>593 1740 1137 1939</box>
paragraph: ಶ್ರೀ ನರಸಿಂಗ್ ರಾವ್ ಗುಳ್ಳರ್ ಅವರು ಕರ್ನಾಟಕ ರಾಜ್ಯ ಲೆಕ್ಕಪರಿಶೋಧಕ ಸಂಘದ ಜಿಲ್ಲಾ ಅಧ್ಯಕ್ಷರಾಗಿದ್ದು, ಅವರ ಮೇಲಿನ ಅಮಾನತ್ತು ಆದೇಶವನ್ನು ಕೂಡಲೇ ಹಿಂಪಡೆದು ಸೇವೆಗೆ ಮರುನೇಮಕ ಮಾಡಬೇಕು. ಅವರ ವಿರುದ್ಧದ ಪ್ರಕರಣವನ್ನು ನ್ಯಾಯಯುತವಾಗಿ ತನಿಖೆ ನಡೆಸಬೇಕು. ತಪ್ಪಿದಲ್ಲಿ ಹೋರಾಟ ಹಮ್ಮಿಕೊಳ್ಳಲಾಗುವುದು ಎಂದು ಎಚ್ಚರಿಸಿದರು. ಈ ಸಂದರ್ಭದಲ್ಲಿ ಸುರೇಶಬಾಬು, ಜೆ. ಮಧುಕರ ಹಾಗೂ ಕೃಷ್ಣಾ ಮಾಲಿಪಾಟೀಲ್ ಉಪಸ್ಥಿತರಿದ್ದರು. <box>46 1859 568 1931</box>
divider <box>1152 2099 1497 2101</box>
protest-col-2b <box>1029 983 1279 1119</box>
building-wall <box>783 716 1279 785</box>
paragraph: ಈ ಸಂದರ್ಭದಲ್ಲಿ ಕರವೇ ಸಂಘಟನೆಯ ಜಿಲ್ಲಾ ಸಂಚಾಲಕ ವೈಭವ ಮುತ್ತಗಿ ಮಾತನಾಡಿ ತಾಳಿಕೋಟೆ ಸಮುದಾಯ ಆರೋಗ್ಯ ಕೇಂದ್ರದಲ್ಲಿ ತಜ್ಞ ವೈದ್ಯರ ಕೊರತೆ ಇದೆ. ರಾತ್ರಿ ವೇಳೆ ವೈದ್ಯರು ಲಭ್ಯವಿರುವುದಿಲ್ಲ. ಇದರಿಂದಾಗಿ ಬಡ ರೋಗಿಗಳು ತೊಂದರೆ ಅನುಭವಿಸುತ್ತಿದ್ದಾರೆ. ಶುಕ್ರವಾರ ರಾತ್ರಿ 2-30 ಗಂಟೆಯ ಸುಮಾರಿಗೆ ಎದೆನೋವಿನಿಂದ ಬಳಲುತ್ತಿದ್ದ ವ್ಯಕ್ತಿಯನ್ನು ಆಸ್ಪತ್ರೆಗೆ ಕರೆತರಲಾಯಿತು. ಆದರೆ ಕರ್ತವ್ಯದಲ್ಲಿ ವೈದ್ಯರು ಇರಲಿಲ್ಲ. ದೂರವಾಣಿ ಕರೆ ಮಾಡಿದರೂ ಸ್ಪಂದಿಸಲಿಲ್ಲ. ಸಕಾಲಕ್ಕೆ ಚಿಕಿತ್ಸೆ ದೊರೆಯದೆ ವ್ಯಕ್ತಿ ಸಾವಿಗೀಡಾದರು. ಇದಕ್ಕೆ ಕಾರಣರಾದ ವೈದ್ಯರ ಮೇಲೆ ಕಠಿಣ ಕ್ರಮ ಕೈಗೊಳ್ಳಬೇಕು ಎಂದು ಆಗ್ರಹಿಸಿದರು. ಮೃತರ ಕುಟುಂಬಕ್ಕೆ ಸೂಕ್ತ ಪರಿಹಾರ ನೀಡಬೇಕು. <box>593 985 776 1248</box>
column-separator <box>1146 1664 1147 2094</box>
paragraph: ಕುಟುಂಬಗಳಿಗೆ 54 ಕೋಟಿ ರೂ., 2024-25ರಲ್ಲಿ 896 ಕುಟುಂಬಗಳಿಗೆ 44.8 ಕೋಟಿ ರೂ. ಮತ್ತು 2025-26ರಲ್ಲಿ (ನವೆಂಬರ್ ವರೆಗೆ) 193 ಕುಟುಂಬಗಳಿಗೆ 9.65 ಕೋಟಿ ರೂ.ಗಳನ್ನು ವಿತರಿಸಿದೆ. 112 ಪ್ರಕರಣಗಳು ಇನ್ನೂ ಪರಿಶೀಲನೆಯಲ್ಲಿವೆ. <box>46 991 568 1024</box>
divider <box>46 910 568 911</box>
paragraph: ರಾಷ್ಟ್ರೀಯ ಆಹಾರ ಭದ್ರತಾ ಕಾಯ್ದೆಯ (ಎನ್‌ಎಫ್‌ಎಸ್‌ಎ) ಮತ್ತು ಪಿ.ಹೆಚ್.ಹೆಚ್ (ಬಿಪಿಎಲ್) ಪಡಿತರ ಚೀಟಿಯ ಪ್ರತಿ ಫಲಾನುಭವಿಗೆ ಜನವರಿಯಿಂದ 05 ಕೆ.ಜಿ ಅಕ್ಕಿಯನ್ನು ಉಚಿತವಾಗಿ ವಿತರಿಸಲಾಗುವುದು. <box>46 175 568 208</box>
front-page-banner-text: ಒಂದನೇ ಪುಟದಿಂದ... <box>200 77 404 108</box>
